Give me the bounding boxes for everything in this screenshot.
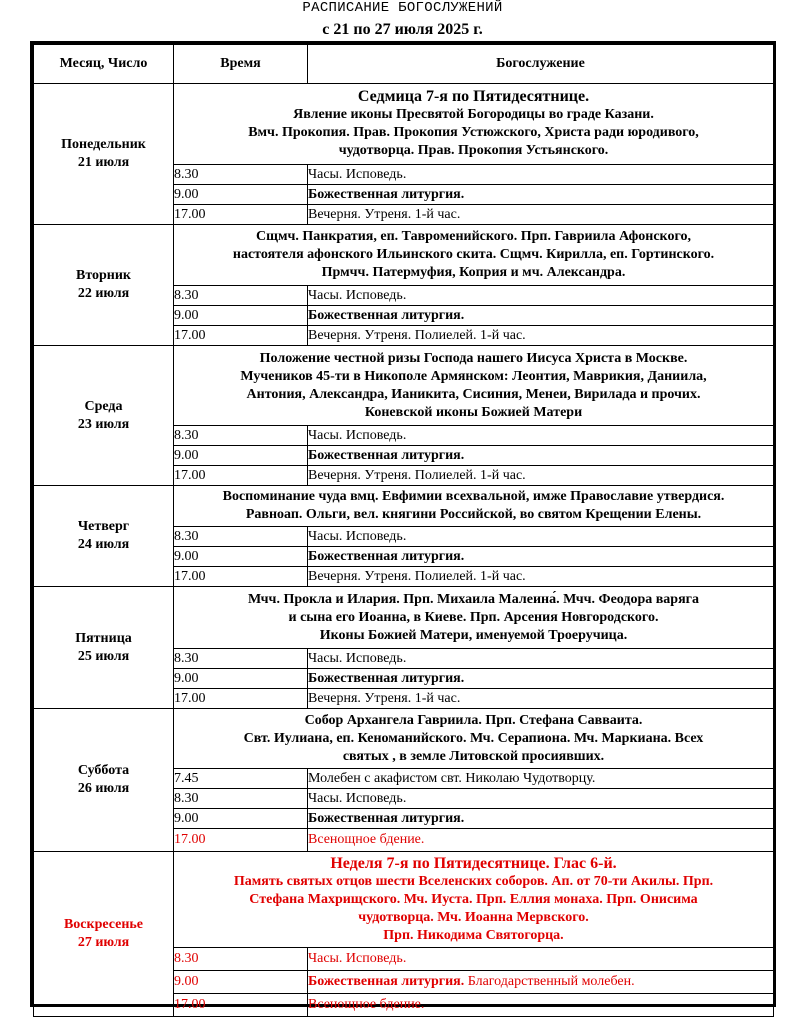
feast-line: Прмчч. Патермуфия, Коприя и мч. Александра. <box>321 265 626 280</box>
day-title-row <box>34 346 774 426</box>
date-label: 27 июля <box>77 935 130 950</box>
service-time: 8.30 <box>174 948 308 971</box>
feast-line: Седмица 7-я по Пятидесятнице. <box>357 88 590 105</box>
feast-line: Память святых отцов шести Вселенских соборов. Ап. от 70-ти Акилы. Прп. <box>233 873 714 889</box>
service-name-cell <box>308 185 774 205</box>
service-time: 8.30 <box>174 165 308 185</box>
service-name: Божественная литургия. <box>308 448 465 463</box>
schedule-table <box>33 44 774 1017</box>
feast-line: Воспоминание чуда вмц. Евфимии всехвальной, имже Православие утвердися. <box>222 489 725 504</box>
feast-line: Прп. Никодима Святогорца. <box>383 927 564 943</box>
service-name-cell <box>308 326 774 346</box>
feast-line: Сщмч. Панкратия, еп. Тавроменийского. Прп. Гавриила Афонского, <box>256 229 691 244</box>
service-name: Часы. Исповедь. <box>308 791 407 806</box>
service-time: 8.30 <box>174 286 308 306</box>
service-time: 17.00 <box>174 689 308 709</box>
service-time: 7.45 <box>174 769 308 789</box>
service-name-cell <box>308 205 774 225</box>
service-time: 17.00 <box>174 829 308 852</box>
page-period: с 21 по 27 июля 2025 г. <box>322 21 483 38</box>
feast-line: Мучеников 45-ти в Никополе Армянском: Леонтия, Маврикия, Даниила, <box>240 368 707 384</box>
service-name: Вечерня. Утреня. Полиелей. 1-й час. <box>308 468 526 483</box>
feast-line: настоятеля афонского Ильинского скита. Сщмч. Кирилла, еп. Гортинского. <box>232 247 715 262</box>
service-time: 9.00 <box>174 547 308 567</box>
service-name: Божественная литургия. <box>308 187 465 202</box>
service-name-cell <box>308 948 774 971</box>
day-title-row <box>34 852 774 948</box>
day-cell <box>34 587 174 709</box>
service-name-cell <box>308 547 774 567</box>
service-name-cell <box>308 446 774 466</box>
service-time: 17.00 <box>174 567 308 587</box>
service-name: Всенощное бдение. <box>308 832 425 847</box>
service-name-cell <box>308 971 774 994</box>
date-label: 26 июля <box>77 781 130 796</box>
service-name-cell <box>308 466 774 486</box>
service-name: Часы. Исповедь. <box>308 288 407 303</box>
weekday-label: Понедельник <box>61 137 146 152</box>
feast-line: Свт. Иулиана, еп. Кеноманийского. Мч. Серапиона. Мч. Маркиана. Всех <box>243 730 704 746</box>
day-cell <box>34 852 174 1017</box>
day-cell <box>34 84 174 225</box>
day-title-row <box>34 486 774 527</box>
weekday-label: Суббота <box>77 763 130 778</box>
service-extra: Благодарственный молебен. <box>464 974 635 989</box>
service-name: Божественная литургия. <box>308 811 465 826</box>
date-label: 25 июля <box>77 648 130 664</box>
feast-line: Стефана Махрищского. Мч. Иуста. Прп. Еллия монаха. Прп. Онисима <box>249 891 698 907</box>
feast-line: Мчч. Прокла и Илария. Прп. Михаила Малеина́. Мчч. Феодора варяга <box>247 591 700 607</box>
service-time: 8.30 <box>174 426 308 446</box>
feast-line: Иконы Божией Матери, именуемой Троеручица. <box>319 627 628 643</box>
day-feast-description <box>174 225 774 286</box>
feast-line: Равноап. Ольги, вел. княгини Российской, во святом Крещении Елены. <box>245 507 702 522</box>
feast-line: Вмч. Прокопия. Прав. Прокопия Устюжского, Христа ради юродивого, <box>248 125 699 140</box>
service-name: Вечерня. Утреня. 1-й час. <box>308 207 461 222</box>
service-time: 9.00 <box>174 669 308 689</box>
service-time: 17.00 <box>174 326 308 346</box>
service-name-cell <box>308 165 774 185</box>
service-name-cell <box>308 789 774 809</box>
service-name: Часы. Исповедь. <box>308 428 407 443</box>
service-name: Вечерня. Утреня. Полиелей. 1-й час. <box>308 569 526 584</box>
service-time: 8.30 <box>174 649 308 669</box>
service-time: 17.00 <box>174 205 308 225</box>
service-name: Божественная литургия. <box>308 671 465 686</box>
service-name-cell <box>308 649 774 669</box>
schedule-body <box>34 84 774 1017</box>
column-header-date: Месяц, Число <box>34 45 174 84</box>
service-name: Часы. Исповедь. <box>308 529 407 544</box>
column-header-service: Богослужение <box>308 45 774 84</box>
feast-line: Антония, Александра, Ианикита, Сисиния, Менеи, Вирилада и прочих. <box>246 386 701 402</box>
service-name-cell <box>308 306 774 326</box>
feast-line: Собор Архангела Гавриила. Прп. Стефана Савваита. <box>304 712 643 728</box>
column-header-time: Время <box>174 45 308 84</box>
service-name-cell <box>308 769 774 789</box>
weekday-label: Воскресенье <box>63 917 144 932</box>
service-name-cell <box>308 286 774 306</box>
service-name: Всенощное бдение. <box>308 997 425 1012</box>
day-cell <box>34 225 174 346</box>
day-title-row <box>34 587 774 649</box>
service-name: Часы. Исповедь. <box>308 651 407 666</box>
date-label: 21 июля <box>77 155 130 170</box>
service-name: Вечерня. Утреня. 1-й час. <box>308 691 461 706</box>
service-name-cell <box>308 567 774 587</box>
service-name: Молебен с акафистом свт. Николаю Чудотворцу. <box>308 771 596 786</box>
service-name: Часы. Исповедь. <box>308 167 407 182</box>
weekday-label: Пятница <box>75 630 132 646</box>
feast-line: Коневской иконы Божией Матери <box>364 404 583 420</box>
service-name-cell <box>308 527 774 547</box>
service-name-cell <box>308 426 774 446</box>
page-title: РАСПИСАНИЕ БОГОСЛУЖЕНИЙ <box>302 0 503 16</box>
day-cell <box>34 346 174 486</box>
service-time: 8.30 <box>174 789 308 809</box>
date-label: 24 июля <box>77 537 130 552</box>
day-cell <box>34 486 174 587</box>
service-name: Часы. Исповедь. <box>308 951 407 966</box>
feast-line: Явление иконы Пресвятой Богородицы во граде Казани. <box>293 107 654 122</box>
service-time: 9.00 <box>174 185 308 205</box>
service-name: Божественная литургия. <box>308 308 465 323</box>
feast-line: чудотворца. Мч. Иоанна Мервского. <box>358 909 589 925</box>
weekday-label: Четверг <box>77 519 130 534</box>
service-time: 17.00 <box>174 466 308 486</box>
weekday-label: Вторник <box>75 268 131 283</box>
service-name: Вечерня. Утреня. Полиелей. 1-й час. <box>308 328 526 343</box>
service-name-cell <box>308 669 774 689</box>
service-name-cell <box>308 689 774 709</box>
date-label: 22 июля <box>77 286 130 301</box>
day-feast-description <box>174 709 774 769</box>
service-time: 9.00 <box>174 306 308 326</box>
service-name-cell <box>308 994 774 1017</box>
feast-line: Положение честной ризы Господа нашего Иисуса Христа в Москве. <box>259 350 688 366</box>
service-name-cell <box>308 829 774 852</box>
service-name: Божественная литургия. <box>308 974 465 989</box>
service-time: 17.00 <box>174 994 308 1017</box>
day-feast-description <box>174 486 774 527</box>
service-name: Божественная литургия. <box>308 549 465 564</box>
service-time: 8.30 <box>174 527 308 547</box>
service-time: 9.00 <box>174 971 308 994</box>
feast-line: и сына его Иоанна, в Киеве. Прп. Арсения Новгородского. <box>288 609 659 625</box>
day-feast-description <box>174 587 774 649</box>
service-name-cell <box>308 809 774 829</box>
day-title-row <box>34 709 774 769</box>
feast-line: Неделя 7-я по Пятидесятнице. Глас 6-й. <box>330 854 617 872</box>
feast-line: чудотворца. Прав. Прокопия Устьянского. <box>338 143 609 158</box>
day-title-row <box>34 225 774 286</box>
day-feast-description <box>174 852 774 948</box>
date-label: 23 июля <box>77 416 130 432</box>
table-header-row <box>34 45 774 84</box>
service-time: 9.00 <box>174 446 308 466</box>
service-time: 9.00 <box>174 809 308 829</box>
feast-line: святых , в земле Литовской просиявших. <box>342 748 605 764</box>
day-feast-description <box>174 84 774 165</box>
day-title-row <box>34 84 774 165</box>
weekday-label: Среда <box>84 398 123 414</box>
day-feast-description <box>174 346 774 426</box>
day-cell <box>34 709 174 852</box>
